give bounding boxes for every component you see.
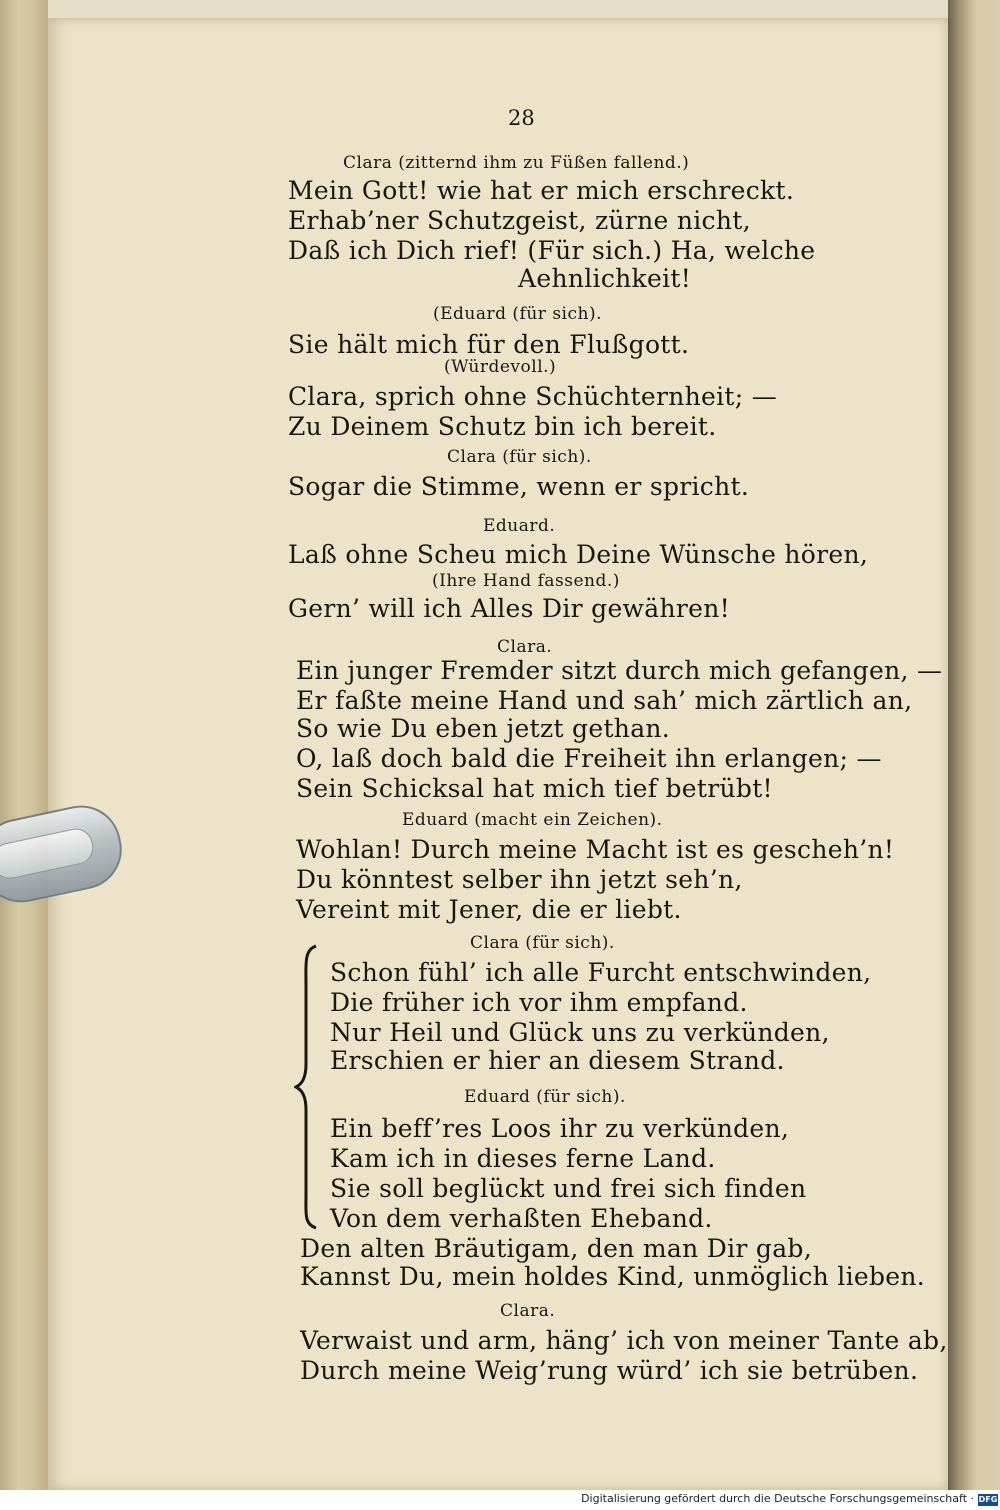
verse-line: Nur Heil und Glück uns zu verkünden, (330, 1018, 830, 1047)
stage-direction: (Eduard (für sich). (433, 304, 602, 324)
verse-line: Verwaist und arm, häng’ ich von meiner Tante ab, (300, 1326, 948, 1355)
verse-line: Clara, sprich ohne Schüchternheit; — (288, 382, 778, 411)
verse-line: Schon fühl’ ich alle Furcht entschwinden, (330, 958, 872, 987)
verse-line: Wohlan! Durch meine Macht ist es gescheh’n! (296, 835, 895, 864)
verse-line: Er faßte meine Hand und sah’ mich zärtlich an, (296, 686, 913, 715)
verse-line: Die früher ich vor ihm empfand. (330, 988, 748, 1017)
verse-line: Erschien er hier an diesem Strand. (330, 1046, 785, 1075)
verse-line: Kannst Du, mein holdes Kind, unmöglich lieben. (300, 1262, 926, 1291)
digitization-credit: Digitalisierung gefördert durch die Deutsche Forschungsgemeinschaft · (581, 1492, 974, 1505)
verse-line: O, laß doch bald die Freiheit ihn erlangen; — (296, 744, 882, 773)
verse-line: Sogar die Stimme, wenn er spricht. (288, 472, 750, 501)
stage-direction: Clara. (497, 637, 553, 657)
stage-direction: Clara. (500, 1301, 556, 1321)
verse-line: Aehnlichkeit! (518, 264, 692, 293)
verse-line: Laß ohne Scheu mich Deine Wünsche hören, (288, 540, 869, 569)
verse-line: Kam ich in dieses ferne Land. (330, 1144, 716, 1173)
page-number: 28 (508, 106, 535, 130)
verse-line: Den alten Bräutigam, den man Dir gab, (300, 1234, 812, 1263)
verse-line: Von dem verhaßten Eheband. (330, 1204, 713, 1233)
stage-direction: Clara (zitternd ihm zu Füßen fallend.) (343, 153, 690, 173)
verse-line: Erhab’ner Schutzgeist, zürne nicht, (288, 206, 751, 235)
stage-direction: Clara (für sich). (447, 447, 592, 467)
verse-line: Mein Gott! wie hat er mich erschreckt. (288, 176, 795, 205)
verse-line: Ein beff’res Loos ihr zu verkünden, (330, 1114, 790, 1143)
verse-line: Du könntest selber ihn jetzt seh’n, (296, 865, 743, 894)
verse-line: Sie hält mich für den Flußgott. (288, 330, 690, 359)
verse-line: Durch meine Weig’rung würd’ ich sie betrüben. (300, 1356, 919, 1385)
verse-line: Sein Schicksal hat mich tief betrübt! (296, 774, 773, 803)
verse-line: Ein junger Fremder sitzt durch mich gefangen, — (296, 656, 943, 685)
verse-line: Daß ich Dich rief! (Für sich.) Ha, welche (288, 236, 816, 265)
verse-line: Vereint mit Jener, die er liebt. (296, 895, 682, 924)
verse-line: Sie soll beglückt und frei sich finden (330, 1174, 807, 1203)
verse-line: Gern’ will ich Alles Dir gewähren! (288, 594, 730, 623)
dfg-logo: DFG (978, 1495, 998, 1504)
stage-direction: Eduard. (483, 516, 556, 536)
verse-line: So wie Du eben jetzt gethan. (296, 714, 671, 743)
stage-direction: Eduard (für sich). (464, 1087, 626, 1107)
stage-direction: (Würdevoll.) (444, 357, 557, 377)
stage-direction: (Ihre Hand fassend.) (432, 571, 620, 591)
stage-direction: Clara (für sich). (470, 933, 615, 953)
brace-icon (294, 944, 320, 1230)
verse-line: Zu Deinem Schutz bin ich bereit. (288, 412, 717, 441)
stage-direction: Eduard (macht ein Zeichen). (402, 810, 663, 830)
